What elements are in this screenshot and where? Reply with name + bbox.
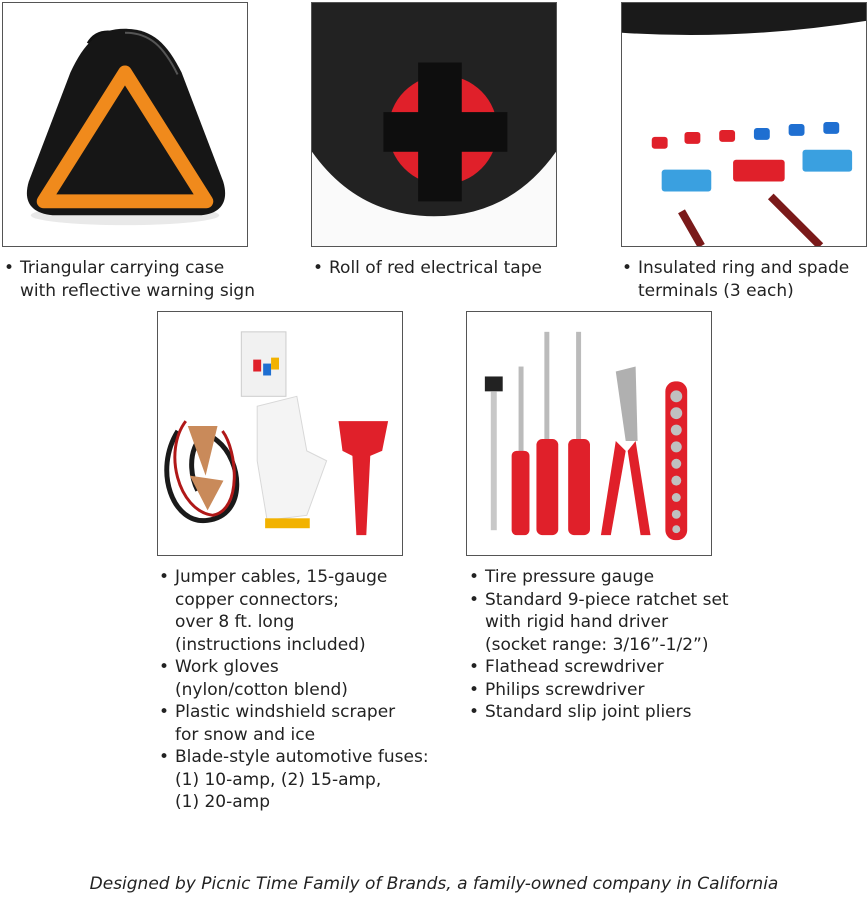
caption-item [469, 566, 729, 589]
caption-item [159, 701, 429, 746]
caption-item [469, 679, 729, 702]
caption-line: (1) 10-amp, (2) 15-amp, [175, 769, 382, 790]
tape-caption-item [313, 257, 542, 280]
case-image [2, 2, 248, 247]
caption-line: • Triangular carrying case [20, 258, 225, 278]
terminals-caption-item [622, 257, 849, 302]
caption-item [469, 701, 729, 724]
caption-line: with rigid hand driver [485, 612, 669, 632]
case-caption [4, 257, 255, 302]
warning-case-illustration [3, 3, 247, 246]
tools-image [466, 311, 712, 556]
footer-tagline: Designed by Picnic Time Family of Brands, a family-owned company in California [89, 874, 779, 894]
caption-line: (socket range: 3/16”-1/2”) [485, 634, 709, 655]
cables-gloves-illustration [158, 312, 402, 555]
case-caption-item [4, 257, 255, 302]
caption-line: terminals (3 each) [638, 280, 794, 301]
caption-item [469, 589, 729, 657]
tape-image [311, 2, 557, 247]
tape-illustration [312, 3, 556, 246]
caption-line: copper connectors; [175, 589, 339, 610]
terminals-illustration [622, 3, 866, 246]
caption-line: (1) 20-amp [175, 792, 271, 812]
tools-caption [469, 566, 729, 724]
caption-line: • Roll of red electrical tape [329, 258, 542, 278]
caption-line: • Philips screwdriver [485, 679, 645, 700]
caption-line: over 8 ft. long [175, 612, 295, 632]
caption-line: (nylon/cotton blend) [175, 679, 348, 700]
caption-line: • Work gloves [175, 657, 279, 677]
tools-illustration [467, 312, 711, 555]
caption-item [159, 746, 429, 814]
caption-item [159, 656, 429, 701]
caption-item [469, 656, 729, 679]
caption-line: • Tire pressure gauge [485, 567, 655, 587]
caption-item [159, 566, 429, 656]
terminals-image [621, 2, 867, 247]
terminals-caption [622, 257, 849, 302]
caption-line: • Insulated ring and spade [638, 258, 850, 278]
caption-line: • Standard 9-piece ratchet set [485, 589, 729, 610]
caption-line: for snow and ice [175, 724, 316, 745]
caption-line: • Jumper cables, 15-gauge [175, 567, 388, 587]
caption-line: • Standard slip joint pliers [485, 702, 692, 722]
caption-line: • Blade-style automotive fuses: [175, 747, 429, 767]
caption-line: • Flathead screwdriver [485, 657, 664, 677]
tape-caption [313, 257, 542, 280]
caption-line: • Plastic windshield scraper [175, 702, 396, 722]
caption-line: with reflective warning sign [20, 280, 255, 301]
cables-caption [159, 566, 429, 814]
caption-line: (instructions included) [175, 634, 366, 655]
cables-gloves-image [157, 311, 403, 556]
